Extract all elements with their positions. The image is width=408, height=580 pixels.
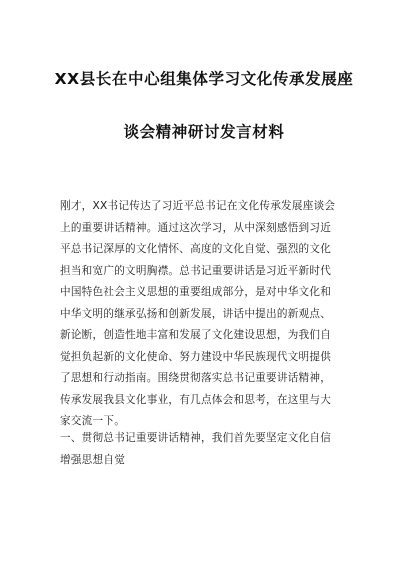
paragraph-line: 上的重要讲话精神。通过这次学习，从中深刻感悟到习近	[60, 221, 332, 234]
paragraph-line: 中华文明的继承弘扬和创新发展，讲话中提出的新观点、	[60, 307, 332, 320]
document-title-line-1: XX县长在中心组集体学习文化传承发展座	[54, 70, 354, 88]
body-paragraph-1	[60, 196, 352, 433]
paragraph-line: 中国特色社会主义思想的重要组成部分，是对中华文化和	[60, 286, 332, 298]
paragraph-line: 家交流一下。	[60, 415, 126, 427]
paragraph-line: 传承发展我县文化事业，有几点体会和思考，在这里与大	[60, 393, 332, 406]
paragraph-line: 觉担负起新的文化使命、努力建设中华民族现代文明提供	[60, 350, 332, 363]
paragraph-line: 了思想和行动指南。围绕贯彻落实总书记重要讲话精神，	[60, 372, 332, 384]
paragraph-line: 一、贯彻总书记重要讲话精神，我们首先要坚定文化自信	[60, 432, 332, 444]
paragraph-line: 平总书记深厚的文化情怀、高度的文化自觉、强烈的文化	[60, 243, 332, 255]
paragraph-line: 新论断，创造性地丰富和发展了文化建设思想，为我们自	[60, 329, 332, 341]
document-title-line-2: 谈会精神研讨发言材料	[123, 123, 285, 141]
paragraph-line: 担当和宽广的文明胸襟。总书记重要讲话是习近平新时代	[60, 264, 332, 277]
paragraph-line: 刚才，XX书记传达了习近平总书记在文化传承发展座谈会	[60, 200, 336, 212]
paragraph-line: 增强思想自觉	[60, 453, 126, 466]
section-heading-1	[60, 428, 352, 471]
